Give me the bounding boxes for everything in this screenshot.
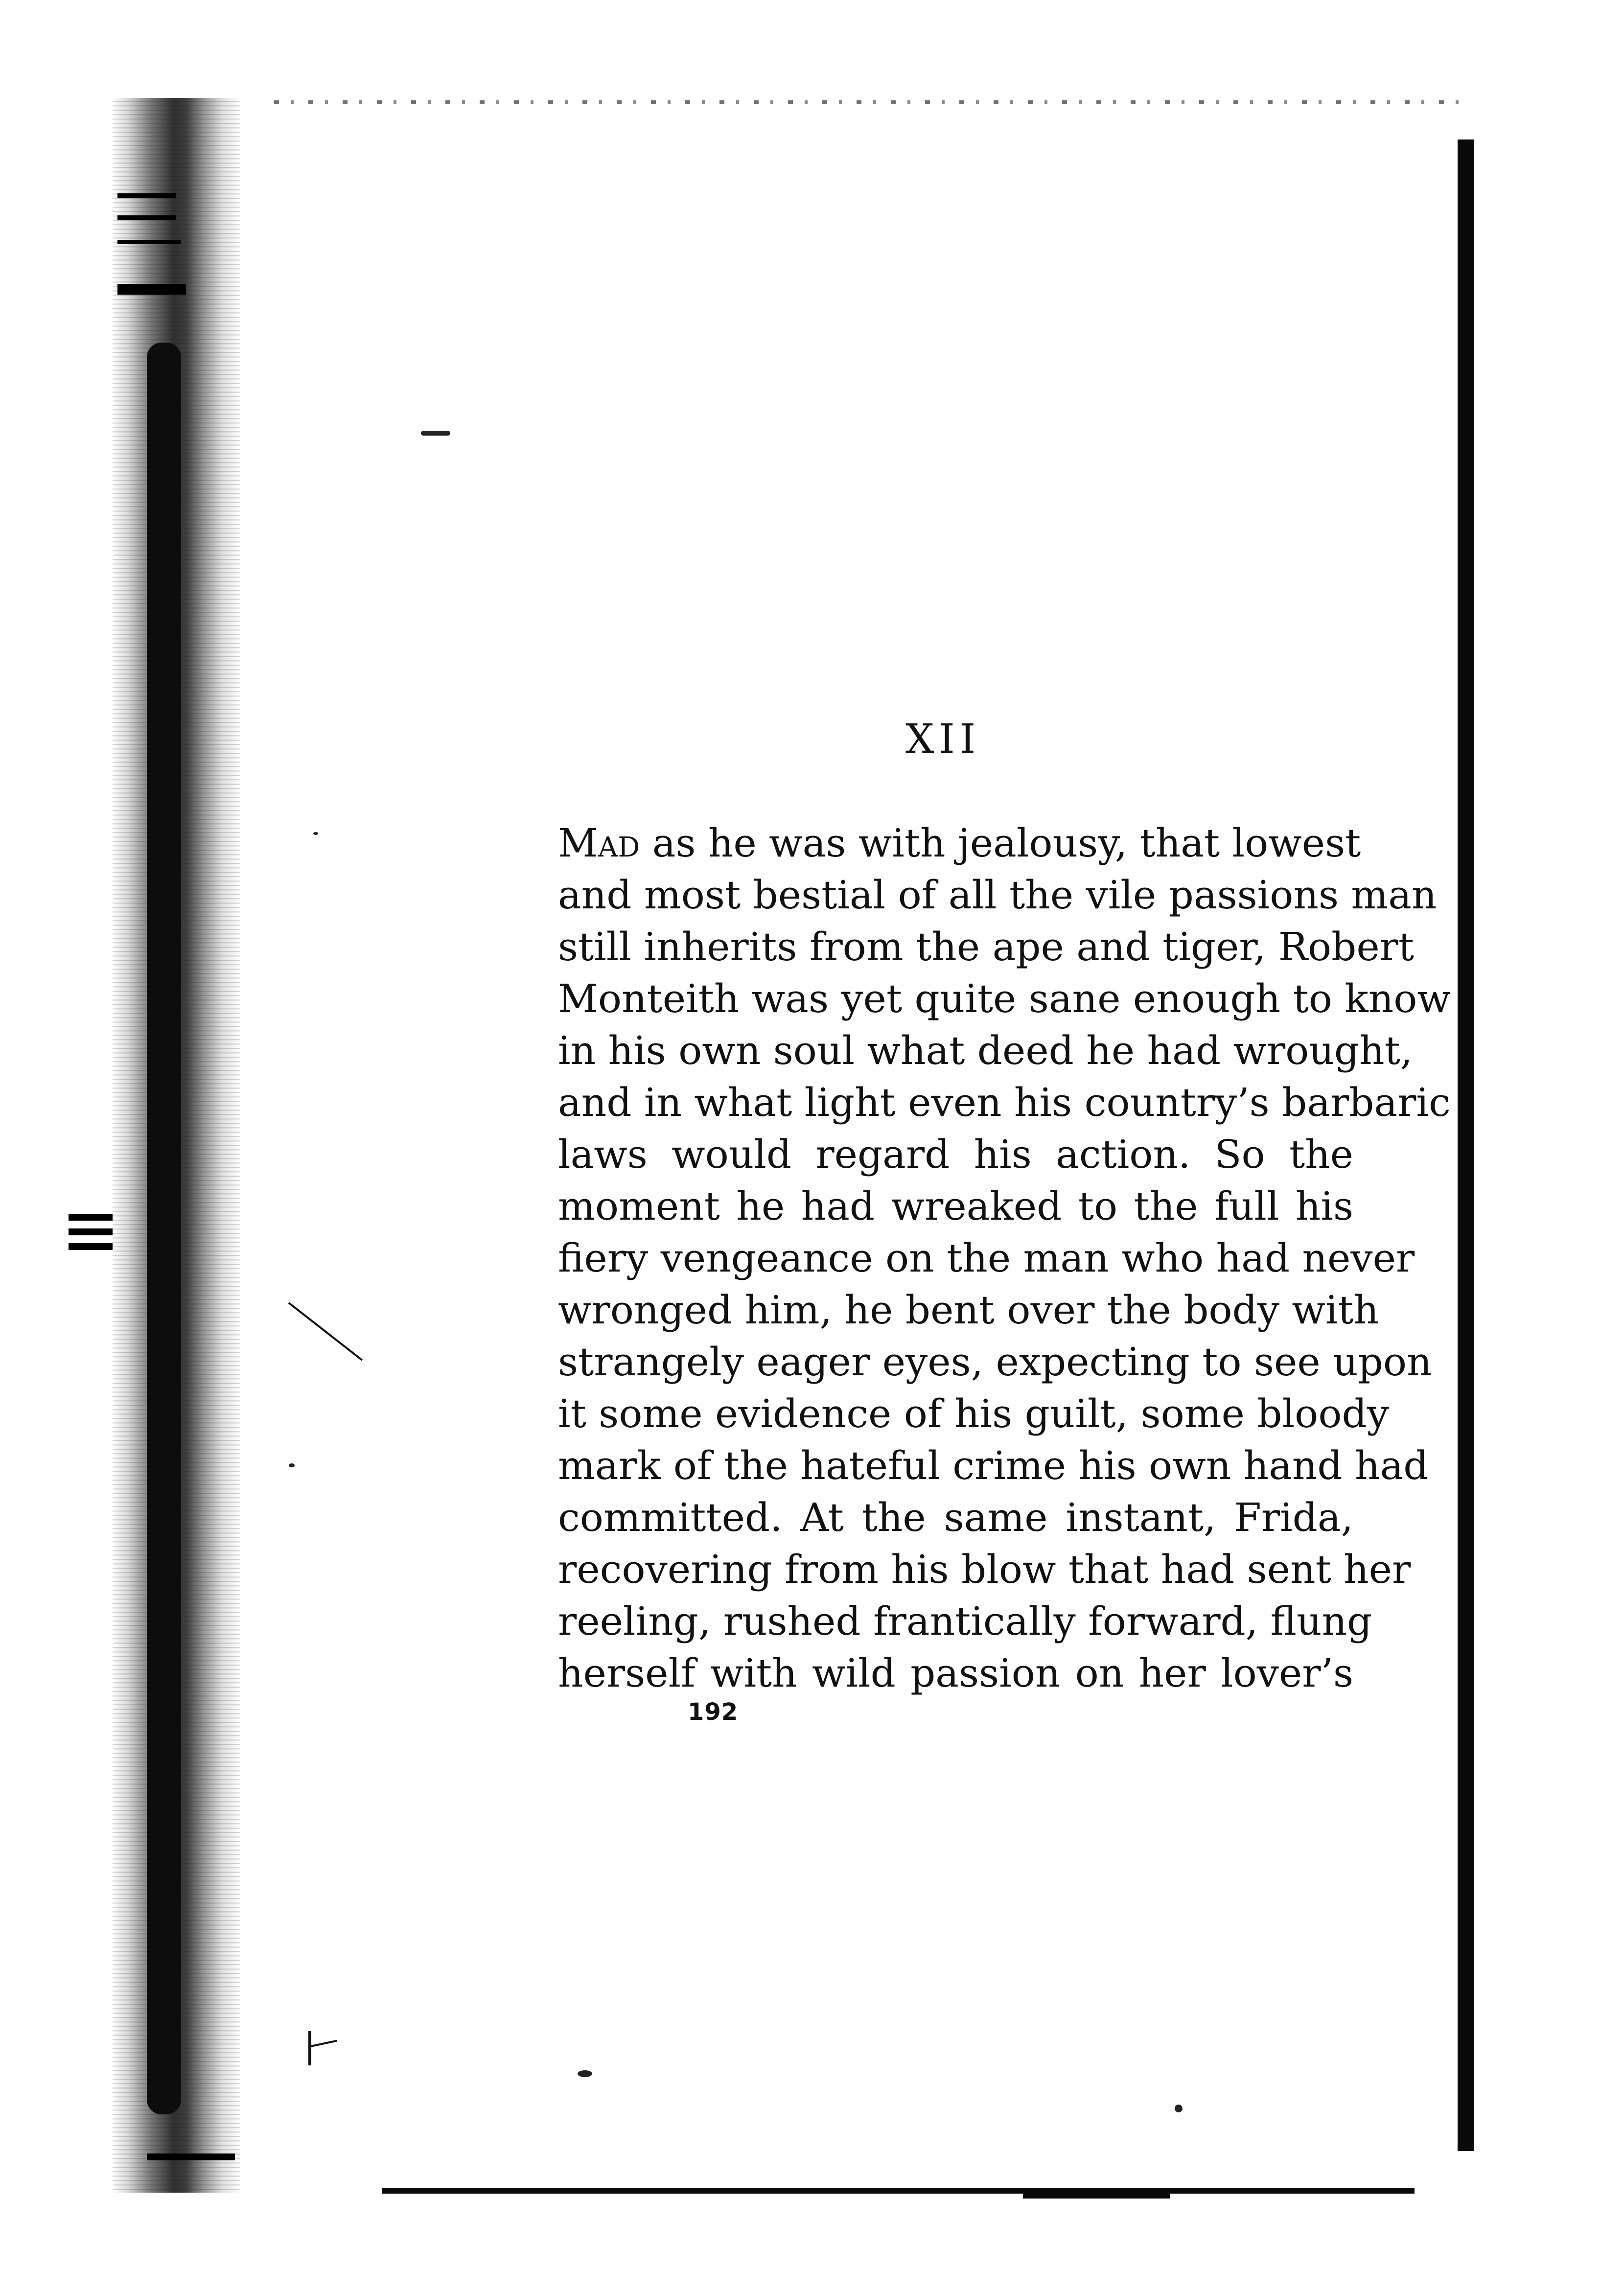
body-line: herself with wild passion on her lover’s xyxy=(558,1650,1353,1696)
scan-edge-mark xyxy=(117,193,176,198)
scan-edge-mark xyxy=(147,2153,235,2160)
scan-bottom-rule-segment xyxy=(1023,2194,1170,2199)
scan-speck xyxy=(1175,2105,1183,2112)
body-line: in his own soul what deed he had wrought, xyxy=(558,1028,1413,1073)
scan-right-edge-bar xyxy=(1458,139,1474,2151)
page-number: 192 xyxy=(688,1698,739,1726)
body-line: laws would regard his action. So the xyxy=(558,1132,1353,1177)
scan-speck xyxy=(421,431,450,436)
body-paragraph xyxy=(558,817,1451,1699)
scan-edge-mark xyxy=(117,240,181,244)
scan-edge-mark xyxy=(117,215,176,220)
scan-binding-dark-strip xyxy=(147,343,181,2114)
scan-edge-mark xyxy=(69,1243,113,1250)
scan-pen-stroke xyxy=(288,1302,363,1361)
body-line: recovering from his blow that had sent her xyxy=(558,1547,1411,1592)
dropped-first-word: Mad xyxy=(558,820,640,866)
body-line: fiery vengeance on the man who had never xyxy=(558,1235,1415,1281)
body-line: reeling, rushed frantically forward, flung xyxy=(558,1598,1372,1644)
scan-bottom-rule xyxy=(382,2188,1415,2194)
body-line: and in what light even his country’s barbaric xyxy=(558,1080,1451,1125)
scan-top-noise xyxy=(274,100,1459,104)
body-line xyxy=(558,817,1361,869)
scan-speck xyxy=(578,2070,592,2077)
scan-edge-mark xyxy=(69,1214,113,1221)
body-line-text: as he was with jealousy, that lowest xyxy=(640,820,1361,866)
scan-edge-mark xyxy=(69,1228,113,1235)
body-line: it some evidence of his guilt, some bloody xyxy=(558,1391,1389,1436)
body-line: still inherits from the ape and tiger, Robert xyxy=(558,924,1415,970)
scan-pen-stroke xyxy=(308,2040,338,2048)
scan-edge-mark xyxy=(117,284,186,295)
body-line: wronged him, he bent over the body with xyxy=(558,1287,1379,1333)
body-line: moment he had wreaked to the full his xyxy=(558,1183,1353,1229)
body-line: mark of the hateful crime his own hand had xyxy=(558,1443,1429,1488)
scan-pen-stroke xyxy=(308,2031,311,2065)
body-line: and most bestial of all the vile passions man xyxy=(558,872,1437,918)
scan-speck xyxy=(289,1463,295,1467)
body-line: Monteith was yet quite sane enough to know xyxy=(558,976,1451,1021)
scan-speck xyxy=(313,832,318,835)
body-line: strangely eager eyes, expecting to see upon xyxy=(558,1339,1432,1385)
body-line: committed. At the same instant, Frida, xyxy=(558,1495,1353,1540)
chapter-heading: XII xyxy=(905,716,981,763)
